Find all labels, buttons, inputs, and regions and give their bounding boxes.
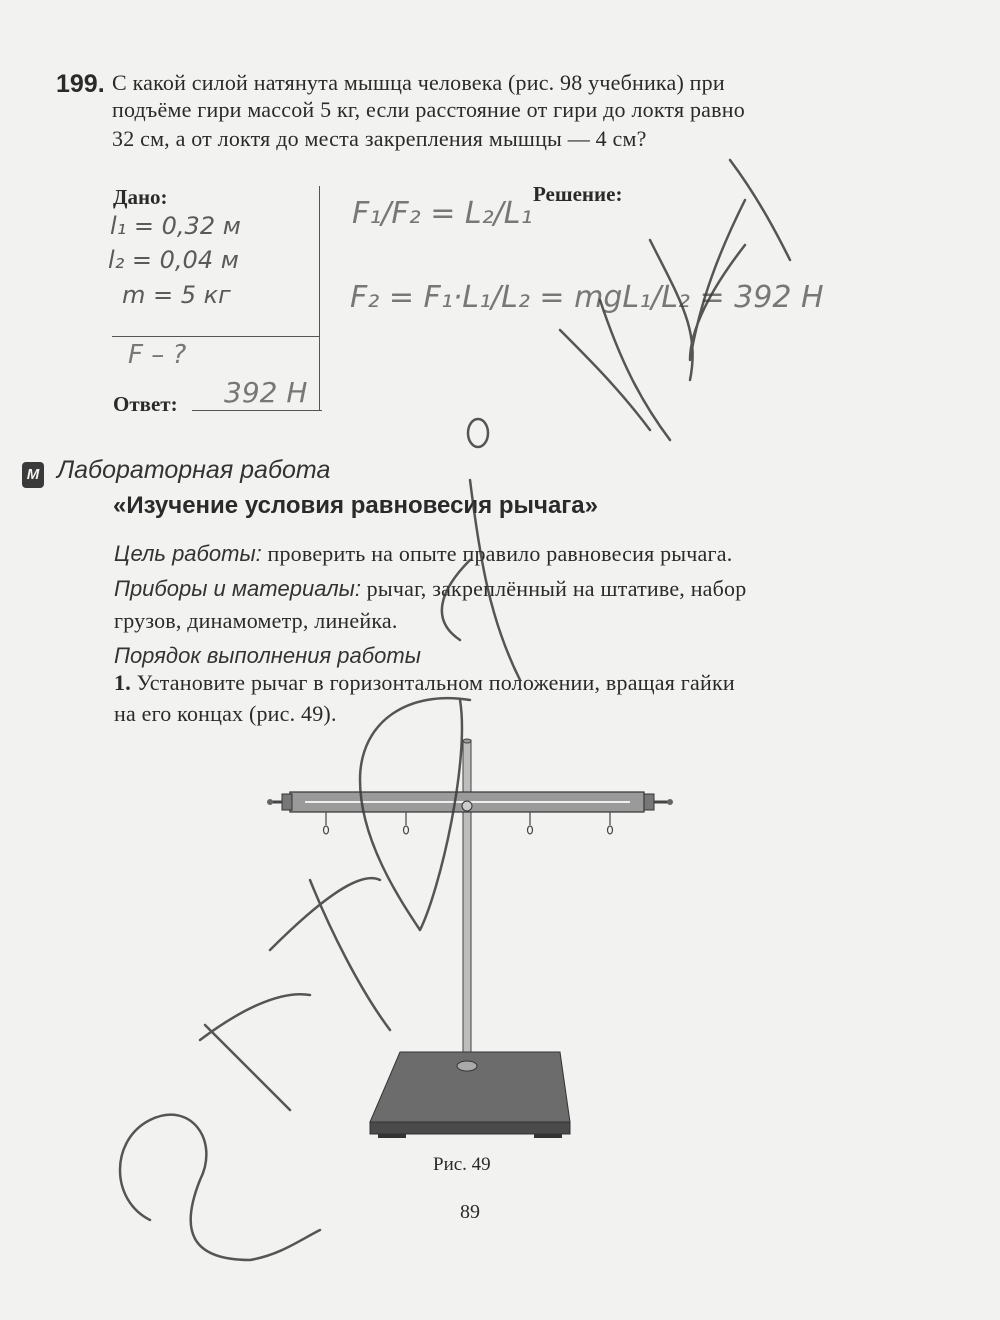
answer-value: 392 Н xyxy=(224,376,308,409)
scribble-stroke-2 xyxy=(600,240,693,440)
lever-pivot xyxy=(462,801,472,811)
stand-base-front xyxy=(370,1122,570,1134)
right-thread-end xyxy=(667,799,673,805)
lab-icon xyxy=(22,462,44,488)
scribble-stroke-1 xyxy=(690,160,790,360)
given-item-l2: l₂ = 0,04 м xyxy=(108,246,239,274)
lab-goal-label: Цель работы: xyxy=(114,541,262,566)
lab-icon-letter: М xyxy=(26,466,40,483)
lab-step-1-line-1 xyxy=(114,670,735,696)
lab-goal xyxy=(114,541,732,567)
lab-step-1-text-1: Установите рычаг в горизонтальном положении, вращая гайки xyxy=(130,670,735,695)
stand-rod xyxy=(463,740,471,1070)
left-thread-end xyxy=(267,799,273,805)
scribble-circle xyxy=(468,419,488,447)
problem-text-line-2: подъёме гири массой 5 кг, если расстояние от гири до локтя равно xyxy=(112,97,745,122)
page-number: 89 xyxy=(460,1201,480,1223)
rod-base-mount xyxy=(457,1061,477,1071)
lab-materials-text-1: рычаг, закреплённый на штативе, набор xyxy=(360,576,747,601)
lab-materials-line-2: грузов, динамометр, линейка. xyxy=(114,608,398,633)
lever-stand-figure xyxy=(260,730,680,1150)
answer-underline xyxy=(192,410,322,411)
given-item-l1: l₁ = 0,32 м xyxy=(110,212,241,240)
problem-text-line-1: С какой силой натянута мышца человека (рис. 98 учебника) при xyxy=(112,70,725,95)
lab-type: Лабораторная работа xyxy=(57,456,331,484)
answer-label: Ответ: xyxy=(113,392,178,416)
left-nut xyxy=(282,794,292,810)
lab-goal-text: проверить на опыте правило равновесия рычага. xyxy=(261,541,733,566)
problem-text-line-3: 32 см, а от локтя до места закрепления мышцы — 4 см? xyxy=(112,126,647,151)
solution-label: Решение: xyxy=(533,182,623,206)
solution-formula-1: F₁/F₂ = L₂/L₁ xyxy=(352,196,533,231)
given-item-m: m = 5 кг xyxy=(122,281,231,309)
lab-title: «Изучение условия равновесия рычага» xyxy=(113,492,598,519)
lab-materials-line-1 xyxy=(114,576,746,602)
right-nut xyxy=(644,794,654,810)
scribble-stroke-3 xyxy=(560,330,650,430)
find-value: F – ? xyxy=(128,340,187,370)
given-horizontal-divider xyxy=(112,336,320,337)
stand-base-foot-left xyxy=(378,1134,406,1138)
figure-caption: Рис. 49 xyxy=(433,1154,491,1175)
stand-base-foot-right xyxy=(534,1134,562,1138)
solution-formula-2: F₂ = F₁·L₁/L₂ = mgL₁/L₂ = 392 Н xyxy=(350,280,824,315)
lab-step-1-number: 1. xyxy=(114,670,131,695)
given-label: Дано: xyxy=(113,185,168,209)
given-vertical-divider xyxy=(319,186,320,411)
problem-number: 199. xyxy=(56,70,105,98)
rod-top-cap xyxy=(463,739,471,743)
lab-procedure-label: Порядок выполнения работы xyxy=(114,643,421,668)
lab-step-1-line-2: на его концах (рис. 49). xyxy=(114,701,337,726)
lab-materials-label: Приборы и материалы: xyxy=(114,576,361,601)
